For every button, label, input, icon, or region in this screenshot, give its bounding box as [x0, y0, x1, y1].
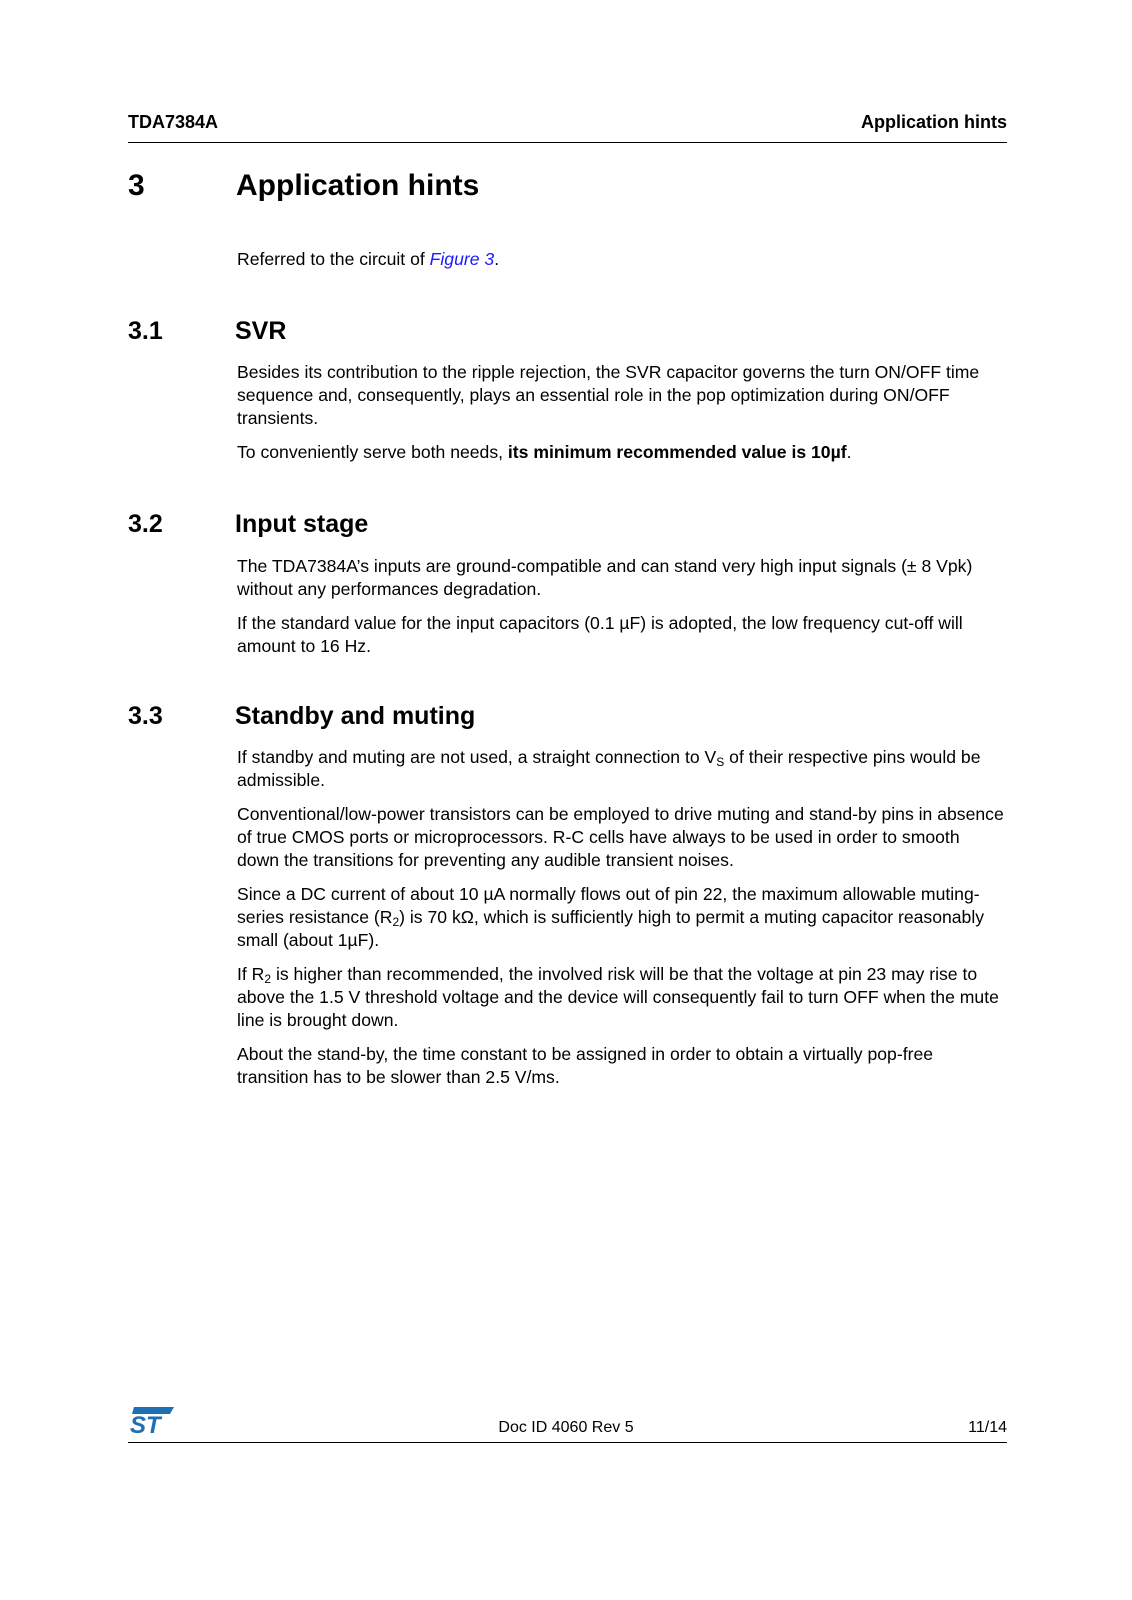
section-number: 3.1: [128, 317, 163, 345]
footer-rule: [128, 1442, 1007, 1443]
section-number: 3.3: [128, 702, 163, 730]
standby-paragraph-5: About the stand-by, the time constant to be assigned in order to obtain a virtually pop-free transition has to be slower than 2.5 V/ms.: [237, 1044, 934, 1087]
section-number: 3.2: [128, 510, 163, 538]
standby-p3-sub: 2: [392, 915, 400, 929]
standby-p3-text: Since a DC current of about 10 µA normally flows out of pin 22, the maximum allowable muting-series resistance (R: [237, 884, 980, 927]
input-paragraph-1: The TDA7384A’s inputs are ground-compatible and can stand very high input signals (± 8 Vpk) without any performances degradation.: [237, 556, 973, 599]
standby-p4-end: is higher than recommended, the involved risk will be that the voltage at pin 23 may rise to above the 1.5 V threshold voltage and the device will consequently fail to turn OFF when the mute line is brought down.: [237, 964, 999, 1030]
intro-end: .: [494, 249, 500, 269]
standby-paragraph-1: [237, 746, 1005, 792]
svr-paragraph-2: [237, 441, 1005, 464]
header-rule: [128, 142, 1007, 143]
standby-p3-end: ) is 70 kΩ, which is sufficiently high to permit a muting capacitor reasonably small (about 1µF).: [237, 907, 985, 950]
section-heading-standby: [128, 701, 475, 731]
svr-p2-bold: its minimum recommended value is 10µf: [507, 442, 847, 462]
chapter-heading: [128, 168, 479, 204]
section-title: Standby and muting: [235, 702, 476, 730]
standby-p1-end: of their respective pins would be admissible.: [237, 747, 981, 790]
standby-paragraph-3: [237, 883, 1005, 952]
standby-p4-text: If R: [237, 964, 265, 984]
section-heading-svr: [128, 316, 286, 346]
footer-page-number: 11/14: [968, 1419, 1007, 1436]
footer-doc-id: Doc ID 4060 Rev 5: [498, 1419, 634, 1436]
standby-p1-text: If standby and muting are not used, a straight connection to V: [237, 747, 717, 767]
standby-paragraph-2: Conventional/low-power transistors can be employed to drive muting and stand-by pins in absence of true CMOS ports or microprocessors. R-C cells have always to be used in order to smooth down the transitions for preventing any audible transient noises.: [237, 804, 1004, 870]
section-title: Input stage: [235, 510, 369, 538]
section-title: SVR: [235, 317, 287, 345]
standby-p1-sub: S: [716, 755, 725, 769]
chapter-number: 3: [128, 169, 145, 202]
chapter-title: Application hints: [236, 169, 480, 202]
svr-paragraph-1: Besides its contribution to the ripple rejection, the SVR capacitor governs the turn ON/OFF time sequence and, consequently, plays an essential role in the pop optimization during ON/OFF transients.: [237, 362, 980, 428]
standby-paragraph-4: [237, 963, 1005, 1032]
intro-text: Referred to the circuit of: [237, 249, 430, 269]
standby-p4-sub: 2: [264, 972, 272, 986]
intro-paragraph: [237, 248, 1005, 271]
svg-text:ST: ST: [130, 1412, 161, 1436]
input-paragraph-2: If the standard value for the input capacitors (0.1 µF) is adopted, the low frequency cut-off will amount to 16 Hz.: [237, 613, 963, 656]
header-doc-name: TDA7384A: [128, 112, 219, 132]
figure-3-link[interactable]: Figure 3: [429, 249, 495, 269]
svr-p2-text: To conveniently serve both needs,: [237, 442, 508, 462]
section-heading-input-stage: [128, 509, 368, 539]
header-section-name: Application hints: [861, 112, 1007, 132]
svr-p2-end: .: [846, 442, 852, 462]
